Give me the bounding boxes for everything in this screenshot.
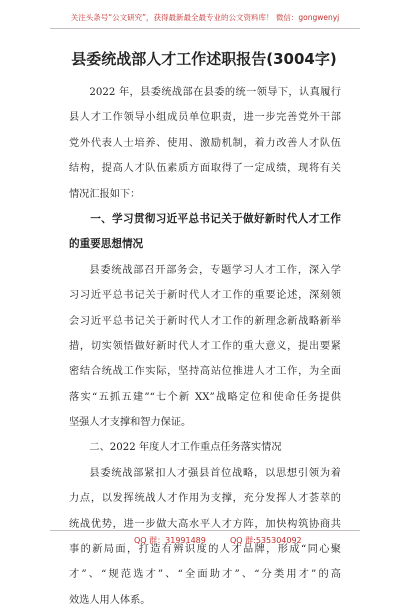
body-line: 县委统战部紧扣人才强县首位战略，以思想引领为着 (89, 467, 341, 479)
body-line: 县人才工作领导小组成员单位职责，进一步完善党外干部 (69, 112, 341, 124)
footer-qq-group-2: QQ 群:535304092 (230, 536, 302, 545)
body-line: 情况汇报如下： (69, 188, 141, 200)
body-line: 坚强人才支撑和智力保证。 (69, 417, 192, 429)
footer-bar (50, 530, 360, 549)
section-heading: 的重要思想情况 (69, 238, 144, 251)
body-line: 2022 年，县委统战部在县委的统一领导下，认真履行 (89, 87, 341, 98)
document-title: 县委统战部人才工作述职报告(3004字) (71, 50, 337, 68)
body-line: 结构，提高人才队伍素质方面取得了一定成绩，现将有关 (69, 163, 341, 175)
body-line: 事的新局面，打造有辨识度的人才品牌，形成“同心聚 (69, 544, 341, 556)
body-line: 落实“五抓五建”“七个新 XX”战略定位和使命任务提供 (69, 391, 341, 403)
footer-qq-group-1: QQ 群：31991489 (134, 536, 206, 545)
body-line: 统战优势，进一步做大高水平人才方阵，加快构筑协商共 (69, 518, 341, 530)
section-heading: 一、学习贯彻习近平总书记关于做好新时代人才工作 (90, 212, 341, 225)
body-line: 县委统战部召开部务会，专题学习人才工作，深入学 (89, 264, 341, 276)
body-line: 措，切实领悟做好新时代人才工作的重大意义，提出要紧 (69, 340, 341, 352)
body-line: 党外代表人士培养、使用、激励机制，着力改善人才队伍 (69, 137, 341, 149)
header-banner: 关注头条号“公文研究”，获得最新最全最专业的公文资料库！ 微信：gongwenyj (50, 10, 360, 29)
body-line: 才”、“规范选才”、“全面助才”、“分类用才”的高 (69, 569, 341, 581)
body-line: 习习近平总书记关于新时代人才工作的重要论述，深刻领 (69, 290, 341, 302)
body-line: 密结合统战工作实际，坚持高站位推进人才工作，为全面 (69, 366, 341, 378)
body-line: 效选人用人体系。 (69, 594, 151, 606)
section-heading: 二、2022 年度人才工作重点任务落实情况 (89, 442, 282, 454)
body-line: 力点，以发挥统战人才作用为支撑，充分发挥人才荟萃的 (69, 493, 341, 505)
body-line: 会习近平总书记关于新时代人才工作的新理念新战略新举 (69, 315, 341, 327)
